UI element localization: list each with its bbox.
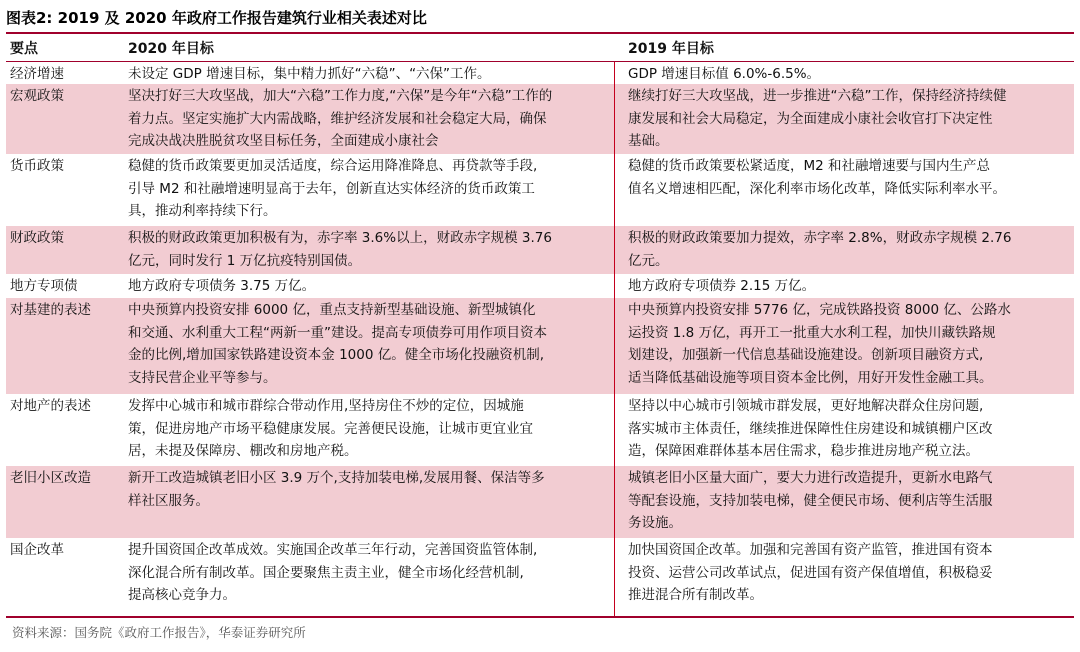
cell-2019: 积极的财政政策要加力提效，赤字率 2.8%，财政赤字规模 2.76 亿元。: [628, 230, 1012, 269]
cell-2019: 城镇老旧小区量大面广，要大力进行改造提升，更新水电路气 等配套设施，支持加装电梯，健全便民市场、便利店等生活服 务设施。: [628, 470, 993, 531]
cell-2020: 地方政府专项债务 3.75 万亿。: [128, 278, 316, 294]
cell-2019: 坚持以中心城市引领城市群发展，更好地解决群众住房问题, 落实城市主体责任，继续推进保障性住房建设和城镇棚户区改 造，保障困难群体基本居住需求，稳步推进房地产税立法。: [628, 398, 993, 459]
row-label: 经济增速: [10, 66, 64, 82]
bottom-rule: [6, 616, 1074, 618]
cell-2020: 中央预算内投资安排 6000 亿，重点支持新型基础设施、新型城镇化 和交通、水利重大工程“两新一重”建设。提高专项债券可用作项目资本 金的比例,增加国家铁路建设资本金 1000 亿。健全市场化投融资机制, 支持民营企业平等参与。: [128, 302, 547, 386]
cell-2019: 地方政府专项债券 2.15 万亿。: [628, 278, 816, 294]
table-row: [6, 394, 1074, 466]
table-row: [6, 274, 1074, 298]
cell-2019: 继续打好三大攻坚战，进一步推进“六稳”工作，保持经济持续健 康发展和社会大局稳定，为全面建成小康社会收官打下决定性 基础。: [628, 88, 1007, 149]
table-row: [6, 538, 1074, 616]
cell-2019: 中央预算内投资安排 5776 亿，完成铁路投资 8000 亿、公路水 运投资 1.8 万亿，再开工一批重大水利工程，加快川藏铁路规 划建设，加强新一代信息基础设施建设。创新项目融资方式, 适当降低基础设施等项目资本金比例，用好开发性金融工具。: [628, 302, 1011, 386]
table-header: [6, 36, 1074, 62]
comparison-table: [6, 62, 1074, 616]
top-rule: [6, 32, 1074, 34]
cell-2020: 坚决打好三大攻坚战，加大“六稳”工作力度,“六保”是今年“六稳”工作的 着力点。坚定实施扩大内需战略，维护经济发展和社会稳定大局，确保 完成决战决胜脱贫攻坚目标任务，全面建成小康社会: [128, 88, 553, 149]
cell-2020: 发挥中心城市和城市群综合带动作用,坚持房住不炒的定位，因城施 策，促进房地产市场平稳健康发展。完善便民设施，让城市更宜业宜 居，未提及保障房、棚改和房地产税。: [128, 398, 533, 459]
cell-2020: 稳健的货币政策要更加灵活适度，综合运用降准降息、再贷款等手段, 引导 M2 和社融增速明显高于去年，创新直达实体经济的货币政策工 具，推动利率持续下行。: [128, 158, 538, 219]
row-label: 财政政策: [10, 230, 64, 246]
row-label: 地方专项债: [10, 278, 78, 294]
figure-title: 图表2: 2019 及 2020 年政府工作报告建筑行业相关表述对比: [6, 9, 427, 27]
cell-2019: 稳健的货币政策要松紧适度，M2 和社融增速要与国内生产总 值名义增速相匹配，深化利率市场化改革，降低实际利率水平。: [628, 158, 1006, 197]
row-label: 国企改革: [10, 542, 64, 558]
cell-2020: 未设定 GDP 增速目标，集中精力抓好“六稳”、“六保”工作。: [128, 66, 491, 82]
header-key-points: 要点: [10, 41, 38, 57]
row-label: 货币政策: [10, 158, 64, 174]
table-row: [6, 84, 1074, 154]
table-row: [6, 298, 1074, 394]
row-label: 老旧小区改造: [10, 470, 91, 486]
table-row: [6, 226, 1074, 274]
cell-2020: 提升国资国企改革成效。实施国企改革三年行动，完善国资监管体制, 深化混合所有制改革。国企要聚焦主责主业，健全市场化经营机制, 提高核心竞争力。: [128, 542, 538, 603]
header-2019-target: 2019 年目标: [628, 41, 714, 57]
source-note: 资料来源：国务院《政府工作报告》，华泰证券研究所: [12, 625, 306, 640]
cell-2020: 积极的财政政策更加积极有为，赤字率 3.6%以上，财政赤字规模 3.76 亿元，同时发行 1 万亿抗疫特别国债。: [128, 230, 552, 269]
cell-2019: 加快国资国企改革。加强和完善国有资产监管，推进国有资本 投资、运营公司改革试点，促进国有资产保值增值，积极稳妥 推进混合所有制改革。: [628, 542, 993, 603]
cell-2019: GDP 增速目标值 6.0%-6.5%。: [628, 66, 821, 82]
column-divider: [614, 62, 615, 616]
row-label: 对基建的表述: [10, 302, 91, 318]
table-row: [6, 154, 1074, 226]
table-row: [6, 466, 1074, 538]
table-row: [6, 62, 1074, 84]
row-label: 对地产的表述: [10, 398, 91, 414]
cell-2020: 新开工改造城镇老旧小区 3.9 万个,支持加装电梯,发展用餐、保洁等多 样社区服务。: [128, 470, 545, 509]
row-label: 宏观政策: [10, 88, 64, 104]
header-2020-target: 2020 年目标: [128, 41, 214, 57]
